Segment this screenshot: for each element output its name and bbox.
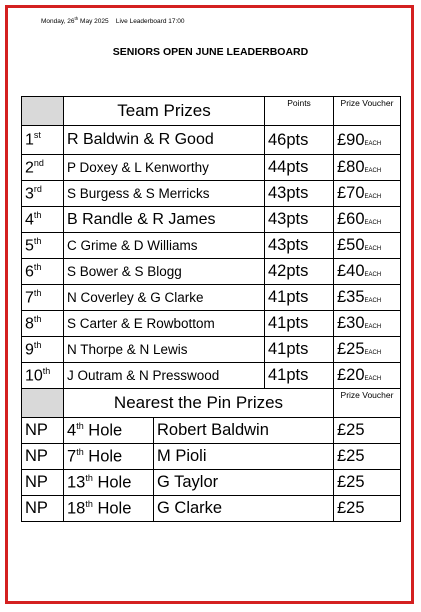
winner-name: G Taylor	[154, 470, 334, 496]
prize-amount: £50	[337, 236, 365, 254]
hole-number: 4	[67, 421, 77, 440]
hole-word: Hole	[83, 421, 123, 440]
prize-voucher-header: Prize Voucher	[334, 97, 401, 126]
hole-suffix: th	[76, 446, 84, 457]
points-cell: 41pts	[265, 363, 334, 389]
team-row	[22, 126, 401, 155]
prize-cell	[334, 311, 401, 337]
team-names-cell: B Randle & R James	[64, 207, 265, 233]
points-cell: 43pts	[265, 233, 334, 259]
hole-word: Hole	[92, 473, 132, 492]
np-label: NP	[22, 418, 64, 444]
prize-amount: £20	[337, 366, 365, 384]
header-blank-cell	[22, 97, 64, 126]
team-names-cell: C Grime & D Williams	[64, 233, 265, 259]
winner-name: M Pioli	[154, 444, 334, 470]
each-label: EACH	[364, 272, 382, 278]
position-number: 8	[25, 315, 34, 333]
prize-cell	[334, 337, 401, 363]
each-label: EACH	[364, 376, 382, 382]
position-suffix: rd	[33, 183, 42, 194]
date-suffix: th	[74, 16, 79, 21]
prize-amount: £25	[337, 340, 365, 358]
np-label: NP	[22, 470, 64, 496]
pin-row	[22, 496, 401, 522]
team-row	[22, 337, 401, 363]
each-label: EACH	[364, 168, 382, 174]
position-cell	[22, 337, 64, 363]
date-text: Monday, 26	[41, 18, 75, 26]
points-cell: 44pts	[265, 155, 334, 181]
points-cell: 41pts	[265, 337, 334, 363]
team-names-cell: J Outram & N Presswood	[64, 363, 265, 389]
position-cell	[22, 363, 64, 389]
team-row	[22, 311, 401, 337]
prize-amount: £30	[337, 314, 365, 332]
live-leaderboard-time: Live Leaderboard 17:00	[115, 18, 185, 26]
position-suffix: nd	[33, 157, 44, 168]
prize-cell	[334, 259, 401, 285]
each-label: EACH	[364, 194, 382, 200]
position-suffix: st	[33, 130, 41, 141]
prize-amount: £35	[337, 288, 365, 306]
each-label: EACH	[364, 140, 382, 147]
team-names-cell: R Baldwin & R Good	[64, 126, 265, 155]
pin-prize: £25	[334, 444, 401, 470]
hole-cell	[64, 470, 154, 496]
hole-word: Hole	[92, 499, 132, 518]
hole-number: 13	[67, 473, 86, 492]
team-row	[22, 155, 401, 181]
team-row	[22, 285, 401, 311]
nearest-pin-title: Nearest the Pin Prizes	[64, 389, 334, 418]
position-number: 10	[25, 367, 43, 385]
position-suffix: th	[33, 287, 42, 298]
prize-cell	[334, 207, 401, 233]
each-label: EACH	[364, 220, 382, 226]
hole-suffix: th	[76, 420, 84, 431]
each-label: EACH	[364, 350, 382, 356]
each-label: EACH	[364, 324, 382, 330]
team-names-cell: S Bower & S Blogg	[64, 259, 265, 285]
team-names-cell: P Doxey & L Kenworthy	[64, 155, 265, 181]
leaderboard-table	[21, 96, 401, 522]
prize-cell	[334, 181, 401, 207]
np-label: NP	[22, 496, 64, 522]
position-cell	[22, 259, 64, 285]
points-cell: 41pts	[265, 285, 334, 311]
points-cell: 41pts	[265, 311, 334, 337]
position-number: 2	[25, 159, 34, 177]
winner-name: G Clarke	[154, 496, 334, 522]
position-cell	[22, 233, 64, 259]
position-number: 6	[25, 263, 34, 281]
position-number: 1	[25, 131, 34, 149]
position-number: 9	[25, 341, 34, 359]
points-cell: 46pts	[265, 126, 334, 155]
pin-header-row	[22, 389, 401, 418]
team-row	[22, 259, 401, 285]
pin-prize-voucher-header: Prize Voucher	[334, 389, 401, 418]
team-prizes-title: Team Prizes	[64, 97, 265, 126]
pin-row	[22, 470, 401, 496]
position-cell	[22, 181, 64, 207]
pin-row	[22, 418, 401, 444]
position-suffix: th	[42, 365, 51, 376]
date-header	[41, 16, 185, 25]
points-cell: 43pts	[265, 207, 334, 233]
prize-amount: £90	[337, 130, 365, 149]
points-cell: 43pts	[265, 181, 334, 207]
position-number: 7	[25, 289, 34, 307]
team-names-cell: N Coverley & G Clarke	[64, 285, 265, 311]
team-row	[22, 363, 401, 389]
pin-row	[22, 444, 401, 470]
prize-cell	[334, 363, 401, 389]
position-suffix: th	[33, 339, 42, 350]
team-names-cell: S Burgess & S Merricks	[64, 181, 265, 207]
team-names-cell: N Thorpe & N Lewis	[64, 337, 265, 363]
position-cell	[22, 285, 64, 311]
each-label: EACH	[364, 298, 382, 304]
prize-amount: £40	[337, 262, 365, 280]
position-cell	[22, 126, 64, 155]
position-suffix: th	[33, 261, 42, 272]
position-number: 4	[25, 211, 34, 229]
prize-amount: £70	[337, 184, 365, 202]
winner-name: Robert Baldwin	[154, 418, 334, 444]
team-header-row	[22, 97, 401, 126]
hole-suffix: th	[85, 498, 93, 509]
date-rest: May 2025	[78, 18, 109, 26]
pin-prize: £25	[334, 470, 401, 496]
pin-prize: £25	[334, 418, 401, 444]
hole-number: 7	[67, 447, 77, 466]
each-label: EACH	[364, 246, 382, 252]
position-number: 5	[25, 237, 34, 255]
team-names-cell: S Carter & E Rowbottom	[64, 311, 265, 337]
position-suffix: th	[33, 313, 42, 324]
prize-amount: £80	[337, 158, 365, 176]
hole-suffix: th	[85, 472, 93, 483]
prize-cell	[334, 233, 401, 259]
position-suffix: th	[33, 235, 42, 246]
hole-word: Hole	[83, 447, 123, 466]
team-row	[22, 233, 401, 259]
position-number: 3	[25, 185, 34, 203]
page-title: SENIORS OPEN JUNE LEADERBOARD	[112, 46, 309, 58]
team-row	[22, 181, 401, 207]
hole-number: 18	[67, 499, 86, 518]
position-cell	[22, 311, 64, 337]
position-cell	[22, 207, 64, 233]
hole-cell	[64, 444, 154, 470]
points-cell: 42pts	[265, 259, 334, 285]
prize-cell	[334, 126, 401, 155]
prize-cell	[334, 155, 401, 181]
prize-cell	[334, 285, 401, 311]
position-suffix: th	[33, 209, 42, 220]
np-label: NP	[22, 444, 64, 470]
pin-prize: £25	[334, 496, 401, 522]
team-row	[22, 207, 401, 233]
position-cell	[22, 155, 64, 181]
pin-header-blank-cell	[22, 389, 64, 418]
points-header: Points	[265, 97, 334, 126]
prize-amount: £60	[337, 210, 365, 228]
hole-cell	[64, 418, 154, 444]
hole-cell	[64, 496, 154, 522]
